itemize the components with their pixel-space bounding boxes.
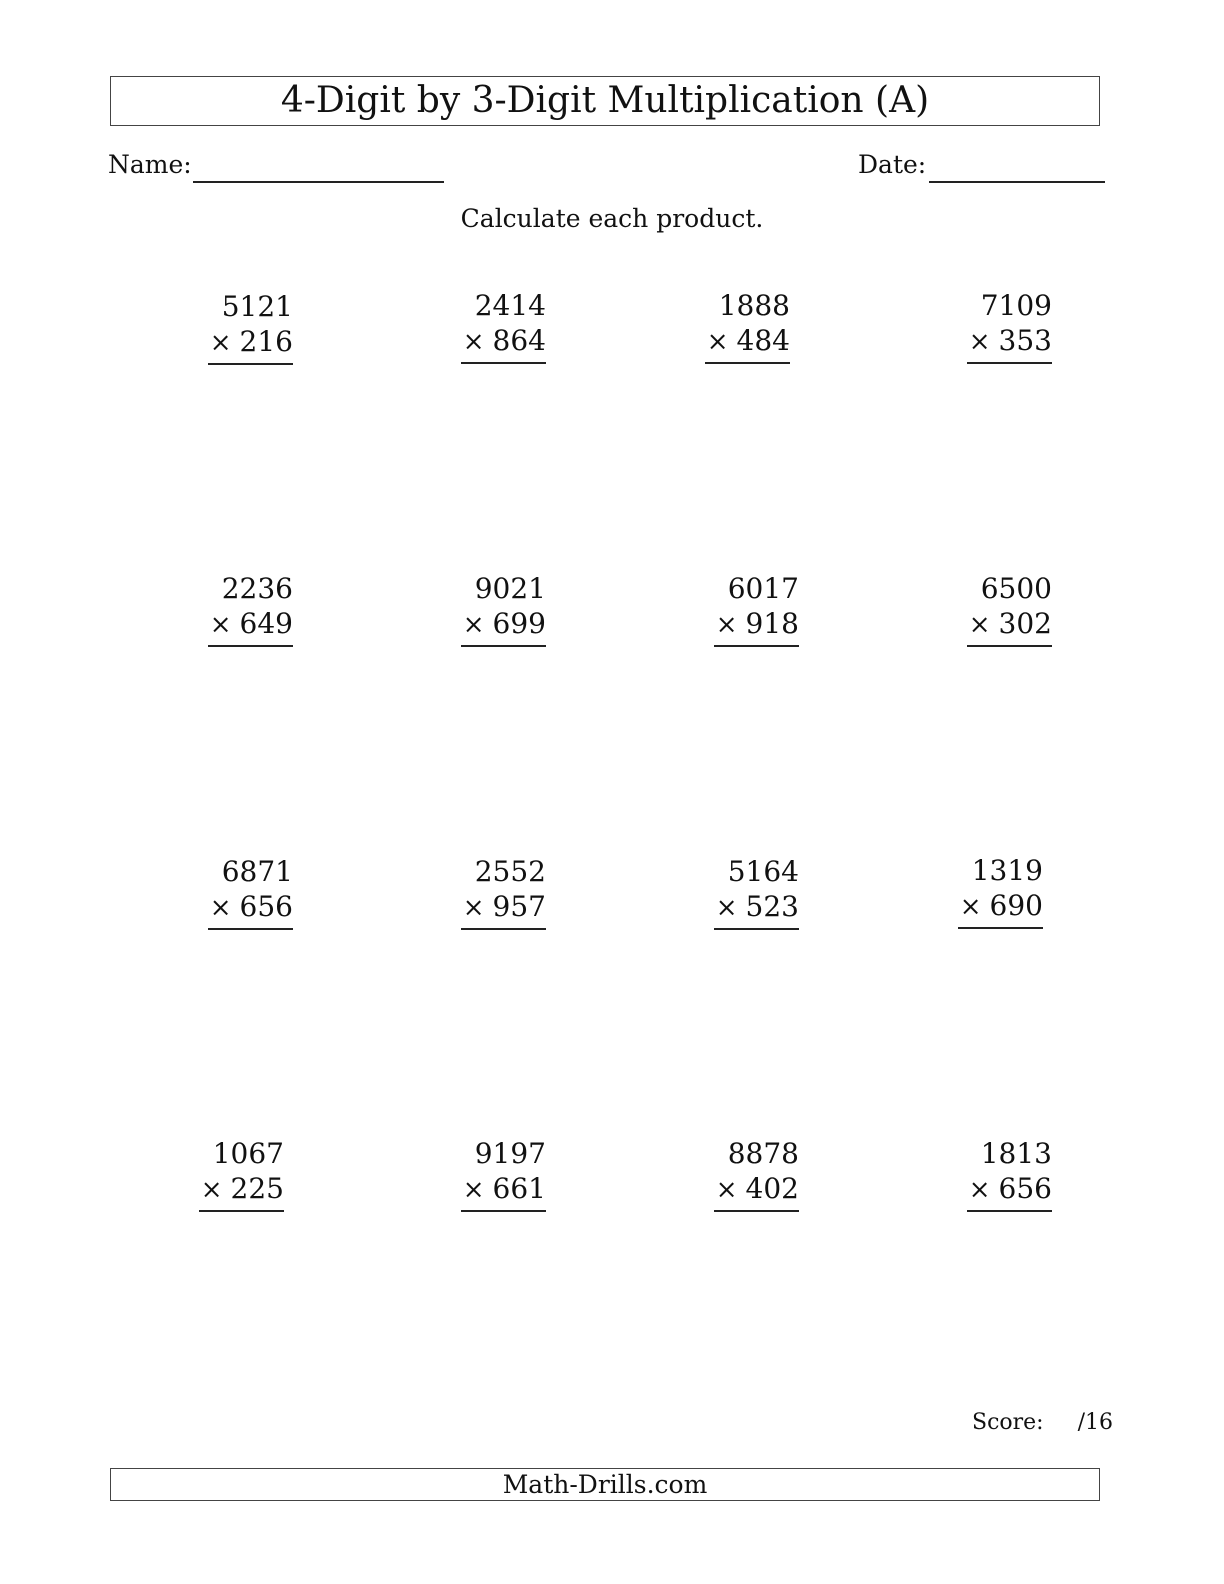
times-icon: ×	[209, 610, 232, 640]
problem-bottom-number: 402	[745, 1172, 799, 1205]
problem-bottom-number: 484	[736, 324, 790, 357]
worksheet-title: 4-Digit by 3-Digit Multiplication (A)	[280, 80, 930, 121]
problem-8	[872, 571, 1052, 647]
problem-top-number: 6500	[980, 572, 1052, 605]
problem-7	[619, 571, 799, 647]
problem-top-number: 1888	[718, 289, 790, 322]
problem-5	[113, 571, 293, 647]
times-icon: ×	[200, 1175, 223, 1205]
problem-bottom-number: 216	[239, 325, 293, 358]
problem-top-number: 9021	[474, 572, 546, 605]
times-icon: ×	[968, 1175, 991, 1205]
problem-multiplier-row	[208, 606, 293, 647]
problem-multiplier-row	[958, 888, 1043, 929]
problem-bottom-number: 690	[989, 889, 1043, 922]
worksheet-title-box	[110, 76, 1100, 126]
times-icon: ×	[968, 327, 991, 357]
problem-multiplier-row	[208, 324, 293, 365]
problem-multiplier-row	[461, 889, 546, 930]
problem-top-number: 6871	[221, 855, 293, 888]
problem-bottom-number: 225	[230, 1172, 284, 1205]
footer-box	[110, 1468, 1100, 1501]
problem-11	[619, 854, 799, 930]
problem-15	[619, 1136, 799, 1212]
instructions: Calculate each product.	[460, 204, 764, 233]
problem-4	[872, 288, 1052, 364]
problem-bottom-number: 656	[239, 890, 293, 923]
score-label: Score:	[972, 1410, 1044, 1435]
times-icon: ×	[462, 893, 485, 923]
times-icon: ×	[209, 893, 232, 923]
score-area	[972, 1412, 1113, 1434]
name-blank-line[interactable]	[193, 181, 444, 183]
problem-10	[366, 854, 546, 930]
problem-bottom-number: 302	[998, 607, 1052, 640]
problem-multiplier-row	[208, 889, 293, 930]
problem-1	[113, 289, 293, 365]
problem-2	[366, 288, 546, 364]
problem-top-number: 8878	[727, 1137, 799, 1170]
problem-multiplier-row	[461, 606, 546, 647]
problem-9	[113, 854, 293, 930]
problem-bottom-number: 918	[745, 607, 799, 640]
problem-top-number: 9197	[474, 1137, 546, 1170]
problem-bottom-number: 656	[998, 1172, 1052, 1205]
problem-multiplier-row	[714, 889, 799, 930]
times-icon: ×	[968, 610, 991, 640]
problem-top-number: 5164	[727, 855, 799, 888]
problem-multiplier-row	[714, 1171, 799, 1212]
problem-top-number: 7109	[980, 289, 1052, 322]
problem-multiplier-row	[967, 1171, 1052, 1212]
problem-3	[610, 288, 790, 364]
problem-top-number: 2552	[474, 855, 546, 888]
problem-bottom-number: 699	[492, 607, 546, 640]
problem-multiplier-row	[199, 1171, 284, 1212]
times-icon: ×	[715, 1175, 738, 1205]
times-icon: ×	[715, 610, 738, 640]
times-icon: ×	[706, 327, 729, 357]
times-icon: ×	[209, 328, 232, 358]
problem-top-number: 1319	[971, 854, 1043, 887]
problem-16	[872, 1136, 1052, 1212]
problem-14	[366, 1136, 546, 1212]
score-total: /16	[1077, 1410, 1113, 1435]
problem-top-number: 6017	[727, 572, 799, 605]
problem-bottom-number: 661	[492, 1172, 546, 1205]
times-icon: ×	[462, 1175, 485, 1205]
times-icon: ×	[959, 892, 982, 922]
problem-bottom-number: 523	[745, 890, 799, 923]
problem-multiplier-row	[461, 323, 546, 364]
problem-multiplier-row	[461, 1171, 546, 1212]
problem-top-number: 2414	[474, 289, 546, 322]
problem-top-number: 1067	[212, 1137, 284, 1170]
date-blank-line[interactable]	[929, 181, 1105, 183]
problem-top-number: 5121	[221, 290, 293, 323]
problem-multiplier-row	[967, 323, 1052, 364]
date-label: Date:	[858, 150, 927, 179]
times-icon: ×	[715, 893, 738, 923]
problem-bottom-number: 864	[492, 324, 546, 357]
problem-multiplier-row	[714, 606, 799, 647]
problem-top-number: 1813	[980, 1137, 1052, 1170]
problem-13	[104, 1136, 284, 1212]
problem-multiplier-row	[967, 606, 1052, 647]
problem-12	[863, 853, 1043, 929]
problem-6	[366, 571, 546, 647]
times-icon: ×	[462, 610, 485, 640]
problem-multiplier-row	[705, 323, 790, 364]
problem-bottom-number: 649	[239, 607, 293, 640]
times-icon: ×	[462, 327, 485, 357]
name-label: Name:	[108, 150, 192, 179]
problem-bottom-number: 353	[998, 324, 1052, 357]
problem-top-number: 2236	[221, 572, 293, 605]
problem-bottom-number: 957	[492, 890, 546, 923]
footer-text: Math-Drills.com	[502, 1470, 708, 1499]
